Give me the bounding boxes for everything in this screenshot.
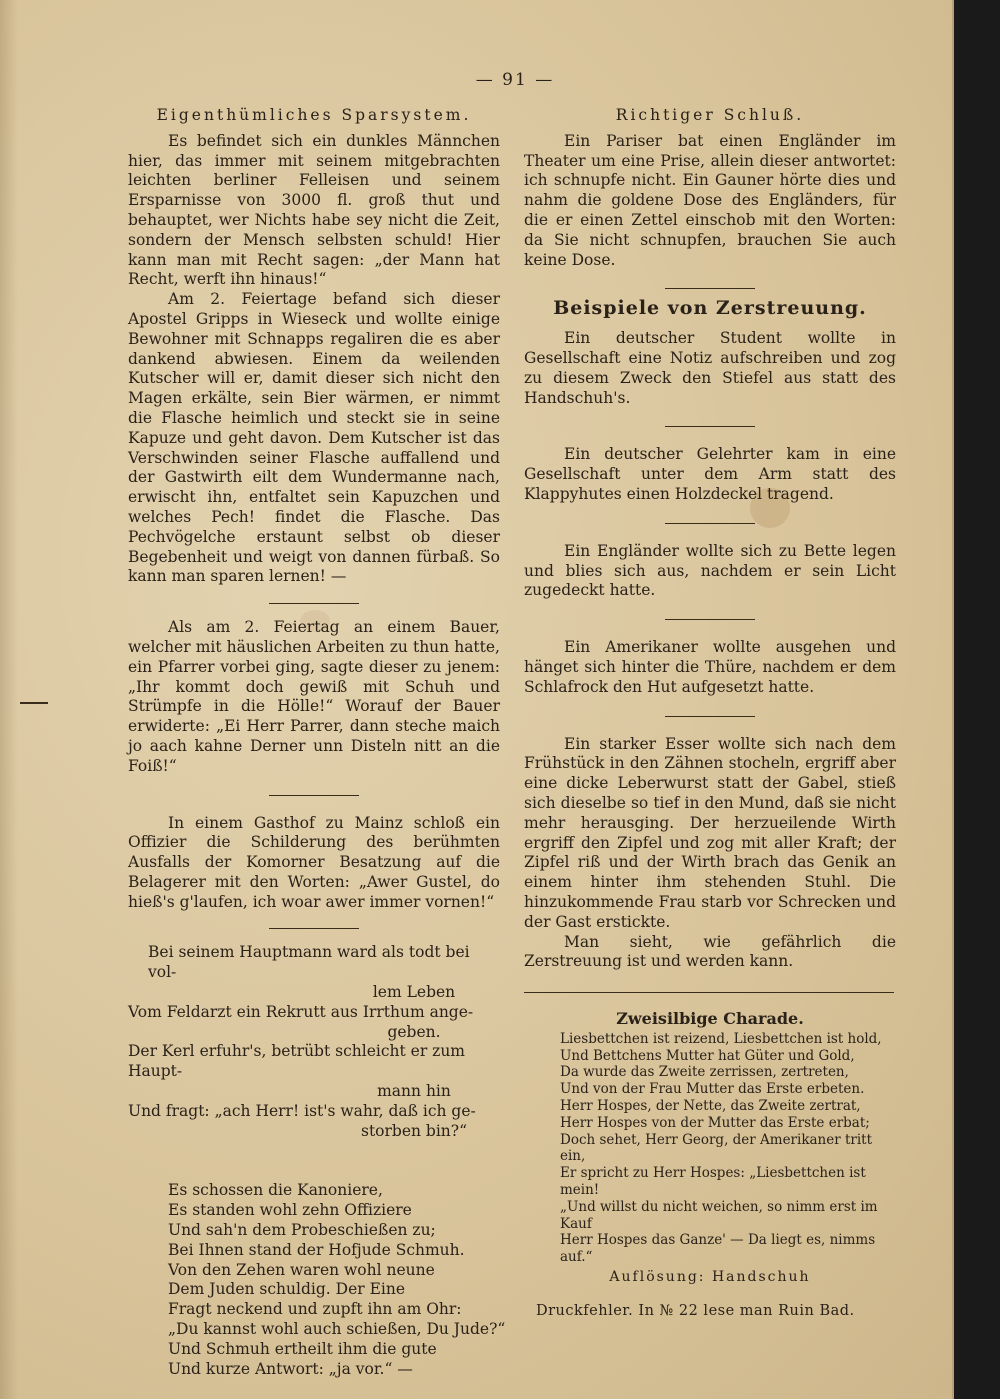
poem-line: „Du kannst wohl auch schießen, Du Jude?“ [168, 1320, 506, 1339]
paragraph: Ein starker Esser wollte sich nach dem Frühstück in den Zähnen stocheln, ergriff aber eine dicke Leberwurst statt der Gabel, stieß sich dieselbe so tief in den Mund, daß sie nicht mehr herausging. Der herzueilende Wirth ergriff den Zipfel und zog mit aller Kraft; der Zipfel riß und der Wirth brach das Genik an einem hinter ihm stehenden Stuhl. Die hinzukommende Frau starb vor Schrecken und der Gast erstickte. [524, 734, 896, 931]
erratum-note: Druckfehler. In № 22 lese man Ruin Bad. [536, 1302, 855, 1319]
poem-line: Bei seinem Hauptmann ward als todt bei vol- [148, 943, 470, 982]
paragraph: Es befindet sich ein dunkles Männchen hier, das immer mit seinem mitgebrachten leichten berliner Felleisen und seinem Ersparnisse von 3000 fl. groß thut und behauptet, wer Nichts habe sey nicht die Zeit, sondern der Mensch selbsten schuld! Hier kann man mit Recht sagen: „der Mann hat Recht, werft ihn hinaus!“ [128, 131, 500, 289]
spacer [128, 1141, 500, 1181]
divider [269, 795, 359, 796]
poem-line: Vom Feldarzt ein Rekrutt aus Irrthum ange- [128, 1002, 474, 1021]
charade-line: Und Bettchens Mutter hat Güter und Gold, [560, 1047, 855, 1064]
paragraph: Am 2. Feiertage befand sich dieser Apostel Gripps in Wieseck und wollte einige Bewohner mit Schnapps regaliren die es aber dankend abwiesen. Einem da weilenden Kutscher will er, damit dieser sich nicht den Magen erkälte, sein Bier wärmen, er nimmt die Flasche heimlich und steckt sie in seine Kapuze und geht davon. Dem Kutscher ist das Verschwinden seiner Flasche auffallend und der Gastwirth eilt dem Wundermanne nach, erwischt ihn, entfaltet sein Kapuzchen und welches Pech! findet die Flasche. Das Pechvögelche erstaunt selbst ob dieser Begebenheit und weigt von dannen fürbaß. So kann man sparen lernen! — [128, 290, 500, 586]
poem-line: Und Schmuh ertheilt ihm die gute [168, 1339, 437, 1358]
poem-line: Und kurze Antwort: „ja vor.“ — [168, 1359, 413, 1378]
poem-line-continuation: mann hin [377, 1082, 451, 1101]
fold-mark [20, 702, 48, 704]
right-column [524, 106, 896, 1322]
poem-line: Von den Zehen waren wohl neune [168, 1260, 435, 1279]
poem-line: Und sah'n dem Probeschießen zu; [168, 1221, 436, 1240]
charade-line: Herr Hospes das Ganze' — Da liegt es, nimms auf.“ [560, 1232, 876, 1266]
paragraph: Ein Amerikaner wollte ausgehen und hänget sich hinter die Thüre, nachdem er dem Schlafrock den Hut aufgesetzt hatte. [524, 638, 896, 696]
section-title: Zweisilbige Charade. [616, 1009, 804, 1029]
poem [128, 1181, 506, 1379]
charade-line: Herr Hospes, der Nette, das Zweite zertrat, [560, 1098, 861, 1115]
charade-line: Und von der Frau Mutter das Erste erbeten. [560, 1081, 865, 1098]
charade-line: Er spricht zu Herr Hospes: „Liesbettchen ist mein! [560, 1165, 866, 1199]
poem-line: Dem Juden schuldig. Der Eine [168, 1280, 406, 1299]
charade-line: Da wurde das Zweite zerrissen, zertreten, [560, 1064, 849, 1081]
paragraph: In einem Gasthof zu Mainz schloß ein Offizier die Schilderung des berühmten Ausfalls der Komorner Besatzung auf die Belagerer mit den Worten: „Awer Gustel, do hieß's g'laufen, ich woar awer immer vornen!“ [128, 813, 500, 911]
paragraph: Ein deutscher Gelehrter kam in eine Gesellschaft unter dem Arm statt des Klappyhutes einen Holzdeckel tragend. [524, 445, 896, 503]
divider [665, 288, 755, 289]
article-title: Richtiger Schluß. [615, 106, 805, 124]
poem-line: Bei Ihnen stand der Hofjude Schmuh. [168, 1240, 465, 1259]
charade-verse [524, 1031, 896, 1266]
charade-line: Herr Hospes von der Mutter das Erste erbat; [560, 1114, 870, 1131]
paragraph: Als am 2. Feiertag an einem Bauer, welcher mit häuslichen Arbeiten zu thun hatte, ein Pfarrer vorbei ging, sagte dieser zu jenem: „Ihr kommt doch gewiß mit Schuh und Strümpfe in die Hölle!“ Worauf der Bauer erwiderte: „Ei Herr Parrer, dann steche maich jo aach kahne Derner unn Disteln nitt an die Foiß!“ [128, 618, 500, 775]
poem-line: Es schossen die Kanoniere, [168, 1181, 383, 1200]
page-number: — 91 — [475, 70, 555, 90]
poem-line: Und fragt: „ach Herr! ist's wahr, daß ich ge- [128, 1101, 476, 1120]
paragraph: Man sieht, wie gefährlich die Zerstreuung ist und werden kann. [524, 932, 896, 971]
poem-line-continuation: geben. [387, 1022, 441, 1041]
poem-line-continuation: storben bin?“ [360, 1121, 468, 1140]
paragraph: Ein Engländer wollte sich zu Bette legen und blies sich aus, nachdem er sein Licht zugedeckt hatte. [524, 541, 896, 600]
charade-line: Doch sehet, Herr Georg, der Amerikaner tritt ein, [560, 1131, 873, 1165]
paragraph: Ein Pariser bat einen Engländer im Theater um eine Prise, allein dieser antwortet: ich schnupfe nicht. Ein Gauner hörte dies und nahm die goldene Dose des Engländers, für die er einen Zettel einschob mit den Worten: da Sie nicht schnupfen, brauchen Sie auch keine Dose. [524, 131, 896, 269]
poem-line: Der Kerl erfuhr's, betrübt schleicht er zum Haupt- [128, 1042, 466, 1081]
poem [128, 943, 500, 1141]
section-title: Beispiele von Zerstreuung. [553, 297, 867, 320]
charade-solution: Auflösung: Handschuh [609, 1269, 811, 1286]
divider [665, 619, 755, 620]
divider [524, 992, 894, 993]
charade-line: Liesbettchen ist reizend, Liesbettchen ist hold, [560, 1030, 882, 1047]
article-title: Eigenthümliches Sparsystem. [156, 106, 472, 124]
paragraph: Ein deutscher Student wollte in Gesellschaft eine Notiz aufschreiben und zog zu diesem Zweck den Stiefel aus statt des Handschuh's. [524, 329, 896, 407]
poem-line: Es standen wohl zehn Offiziere [168, 1201, 412, 1220]
divider [665, 716, 755, 717]
divider [269, 928, 359, 929]
divider [665, 523, 755, 524]
charade-line: „Und willst du nicht weichen, so nimm erst im Kauf [560, 1198, 878, 1232]
divider [665, 426, 755, 427]
poem-line: Fragt neckend und zupft ihn am Ohr: [168, 1300, 462, 1319]
divider [269, 603, 359, 604]
left-column [128, 106, 506, 1379]
poem-line-continuation: lem Leben [372, 983, 456, 1002]
